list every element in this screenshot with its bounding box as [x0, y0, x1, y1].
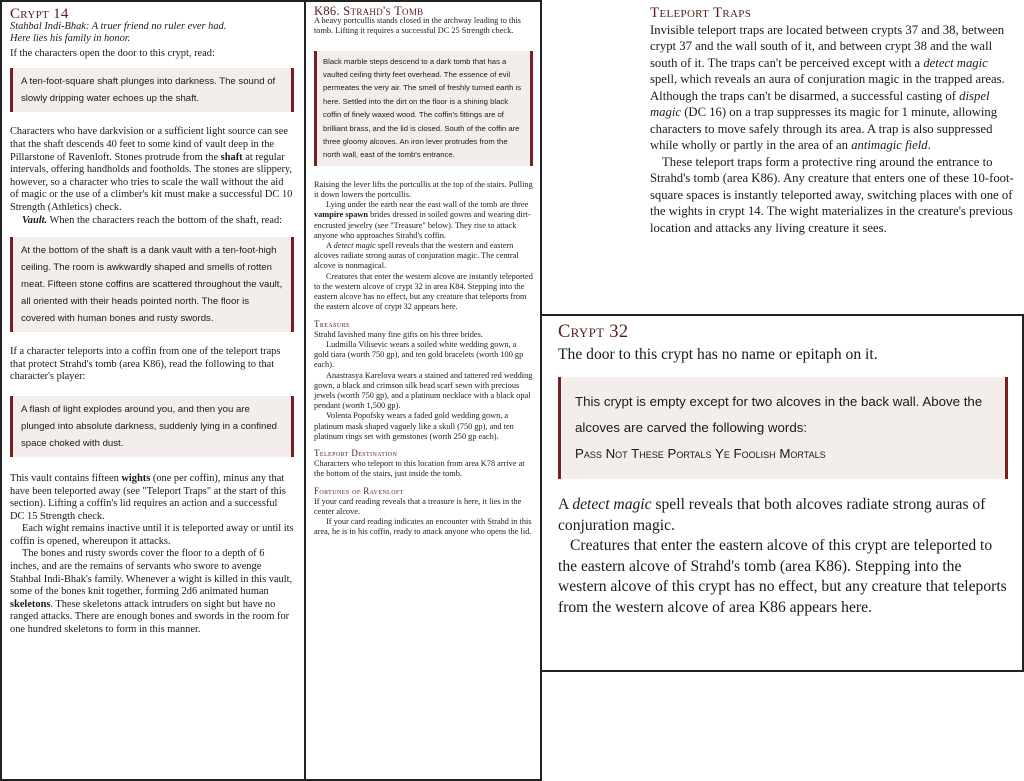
- traps-text-c: (DC 16) on a trap suppresses its magic for 1 minute, allowing characters to move safely through its area. A trap is also suppressed while wholly or partly in the area of an: [650, 105, 998, 152]
- k86-detect-pre: A: [326, 241, 334, 251]
- teleport-traps-title: Teleport Traps: [650, 5, 752, 21]
- k86-destination-text: Characters who teleport to this location from area K78 arrive at the bottom of the stairs, just inside the tomb.: [314, 459, 525, 479]
- shaft-text-bold: shaft: [220, 151, 243, 163]
- k86-treasure-intro: Strahd lavished many fine gifts on his three brides.: [314, 329, 483, 339]
- crypt14-box1-text: A ten-foot-square shaft plunges into darkness. The sound of slowly dripping water echoes up the shaft.: [21, 76, 276, 105]
- wights-text-pre: This vault contains fifteen: [10, 472, 122, 484]
- crypt14-boxed-text-3: [10, 396, 294, 457]
- k86-intro: A heavy portcullis stands closed in the archway leading to this tomb. Lifting it requires a successful DC 25 Strength check.: [314, 16, 521, 36]
- k86-volenta: Volenta Popofsky wears a faded gold wedding gown, a platinum mask shaped vaguely like a skull (750 gp), and ten platinum rings set with gemstones (worth 250 gp each).: [314, 411, 514, 441]
- crypt14-wights-paragraph: [10, 473, 294, 523]
- crypt14-boxed-text-2: [10, 237, 294, 332]
- teleport-traps-paragraph-1: [650, 22, 1016, 154]
- k86-title: K86. Strahd's Tomb: [314, 4, 424, 18]
- k86-detect-paragraph: [314, 241, 533, 272]
- k86-lever: Raising the lever lifts the portcullis at the top of the stairs. Pulling it down lowers the portcullis.: [314, 179, 533, 200]
- k86-destination-title: Teleport Destination: [314, 447, 398, 458]
- crypt32-detect-pre: A: [558, 496, 573, 513]
- k86-box-text: Black marble steps descend to a dark tomb that has a vaulted ceiling thirty feet overhead. The essence of evil permeates the very air. The smell of freshly turned earth is here. Settled into the dirt on the floor is a shining black coffin of finely waxed wood. The coffin's fittings are of brilliant brass, and the lid is closed. South of the coffin are three gloomy alcoves. An iron lever protrudes from the north wall, east of the tomb's entrance.: [323, 56, 522, 160]
- traps-text-b: spell, which reveals an aura of conjuration magic in the trapped areas. Although the traps can't be disarmed, a successful casting of: [650, 72, 1005, 103]
- crypt32-detect-em: detect magic: [572, 496, 652, 513]
- crypt14-boxed-text-1: [10, 68, 294, 112]
- crypt14-epitaph-line2: Here lies his family in honor.: [10, 33, 131, 45]
- k86-fortunes-2: If your card reading indicates an encounter with Strahd in this area, he is in his coffin, ready to attack anyone who opens the lid.: [314, 517, 532, 537]
- k86-panel: [304, 0, 542, 781]
- crypt14-box3-text: A flash of light explodes around you, and then you are plunged into absolute darkness, suddenly lying in a confined space choked with dust.: [21, 403, 278, 449]
- shaft-text-post: at regular intervals, offering handholds and footholds. The stones are slippery, however, so a character who tries to scale the wall without the aid of magic or the use of a climber's kit must make a successful DC 10 Strength (Athletics) check.: [10, 151, 293, 213]
- k86-treasure-title: Treasure: [314, 318, 351, 329]
- crypt14-each-wight: Each wight remains inactive until it is teleported away or until its coffin is opened, whereupon it attacks.: [10, 523, 294, 547]
- traps-text-d: .: [927, 138, 931, 152]
- k86-brides-paragraph: [314, 200, 533, 241]
- crypt14-panel: [0, 0, 304, 781]
- k86-fortunes-1: If your card reading reveals that a treasure is here, it lies in the center alcove.: [314, 496, 522, 516]
- k86-fortunes-title: Fortunes of Ravenloft: [314, 485, 404, 496]
- crypt32-detect-post: spell reveals that both alcoves radiate strong auras of conjuration magic.: [558, 496, 986, 534]
- k86-creatures: Creatures that enter the western alcove are instantly teleported to the western alcove of crypt 32 in area K84. Stepping into the eastern alcove has no effect, but any creature that teleports from the eastern alcove of crypt 32 appears here.: [314, 271, 533, 312]
- crypt32-carved-words: Pass Not These Portals Ye Foolish Mortals: [575, 446, 826, 461]
- brides-text-post: brides dressed in soiled gowns and wearing dirt-encrusted jewelry (see "Treasure" below). They rise to attack anyone who approaches Strahd's coffin.: [314, 210, 531, 240]
- brides-text-pre: Lying under the earth near the east wall of the tomb are three: [326, 200, 529, 210]
- k86-detect-post: spell reveals that the western and eastern alcoves radiate strong auras of conjuration magic. The central alcove is nonmagical.: [314, 241, 519, 271]
- crypt32-box-text: This crypt is empty except for two alcoves in the back wall. Above the alcoves are carved the following words:: [575, 394, 983, 435]
- crypt32-intro: The door to this crypt has no name or epitaph on it.: [558, 345, 878, 363]
- vault-text: When the characters reach the bottom of the shaft, read:: [47, 214, 283, 226]
- traps-text-a: Invisible teleport traps are located between crypts 37 and 38, between crypt 37 and the wall south of it, and between crypt 38 and the wall south of it. The traps can't be perceived except with a: [650, 22, 1005, 70]
- wights-text-bold: wights: [121, 472, 151, 484]
- shaft-text-pre: Characters who have darkvision or a sufficient light source can see that the shaft descends 40 feet to some kind of vault deep in the Pillarstone of Ravenloft. Stones protrude from the: [10, 126, 288, 163]
- traps-em-antimagic: antimagic field: [851, 138, 928, 152]
- crypt32-panel: [540, 314, 1024, 672]
- k86-detect-em: detect magic: [333, 241, 376, 251]
- bones-text-pre: The bones and rusty swords cover the floor to a depth of 6 inches, and are the remains of servants who swore to avenge Stahbal Indi-Bhak's family. Whenever a wight is killed in this vault, some of the bones knit together, forming 2d6 animated human: [10, 548, 293, 598]
- crypt32-detect-paragraph: [558, 495, 1008, 536]
- crypt14-teleport-intro: If a character teleports into a coffin from one of the teleport traps that protect Strahd's tomb (area K86), read the following to that character's player:: [10, 346, 281, 383]
- traps-em-dispel: dispel magic: [650, 88, 990, 119]
- bones-text-post: . These skeletons attack intruders on sight but have no ranged attacks. There are enough bones and swords in the room for one hundred skeletons to form in this manner.: [10, 598, 290, 636]
- bones-text-bold: skeletons: [10, 598, 51, 610]
- vault-label: Vault.: [22, 214, 48, 226]
- traps-em-detect: detect magic: [923, 55, 988, 70]
- crypt14-shaft-paragraph: [10, 126, 294, 214]
- crypt14-title: Crypt 14: [10, 6, 69, 22]
- teleport-traps-panel: [644, 0, 1024, 314]
- teleport-traps-paragraph-2: These teleport traps form a protective ring around the entrance to Strahd's tomb (area K86). Any creature that enters one of these 10-foot-square spaces is instantly teleported away, switching places with one of the wights in crypt 14. The wight materializes in the creature's previous location and attacks any living creature it sees.: [650, 154, 1014, 235]
- k86-boxed-text: [314, 51, 533, 166]
- crypt14-box2-text: At the bottom of the shaft is a dank vault with a ten-foot-high ceiling. The room is awkwardly shaped and smells of rotten meat. Fifteen stone coffins are scattered throughout the vault, all oriented with their heads pointed north. The floor is covered with human bones and rusty swords.: [21, 245, 283, 325]
- crypt14-epitaph-line1: Stahbal Indi-Bhak: A truer friend no ruler ever had.: [10, 20, 227, 32]
- crypt32-boxed-text: [558, 377, 1008, 479]
- wights-text-post: (one per coffin), minus any that have been teleported away (see "Teleport Traps" at the start of this section). Lifting a coffin's lid requires an action and a successful DC 15 Strength check.: [10, 472, 286, 522]
- brides-text-bold: vampire spawn: [314, 210, 369, 220]
- crypt14-vault-paragraph: [10, 215, 294, 228]
- crypt14-bones-paragraph: [10, 548, 294, 636]
- crypt32-title: Crypt 32: [558, 322, 629, 342]
- crypt32-creatures: Creatures that enter the eastern alcove of this crypt are teleported to the eastern alcove of Strahd's tomb (area K86). Stepping into the western alcove of this crypt has no effect, but any creature that teleports from the western alcove of area K86 appears here.: [558, 537, 1007, 616]
- k86-ludmilla: Ludmilla Vilisevic wears a soiled white wedding gown, a gold tiara (worth 750 gp), and ten gold bracelets (worth 100 gp each).: [314, 339, 524, 370]
- crypt14-intro: If the characters open the door to this crypt, read:: [10, 47, 215, 59]
- k86-anastrasya: Anastrasya Karelova wears a stained and tattered red wedding gown, a black and crimson silk head scarf sewn with precious jewels (worth 750 gp), and a platinum necklace with a black opal pendant (worth 1,500 gp).: [314, 370, 533, 411]
